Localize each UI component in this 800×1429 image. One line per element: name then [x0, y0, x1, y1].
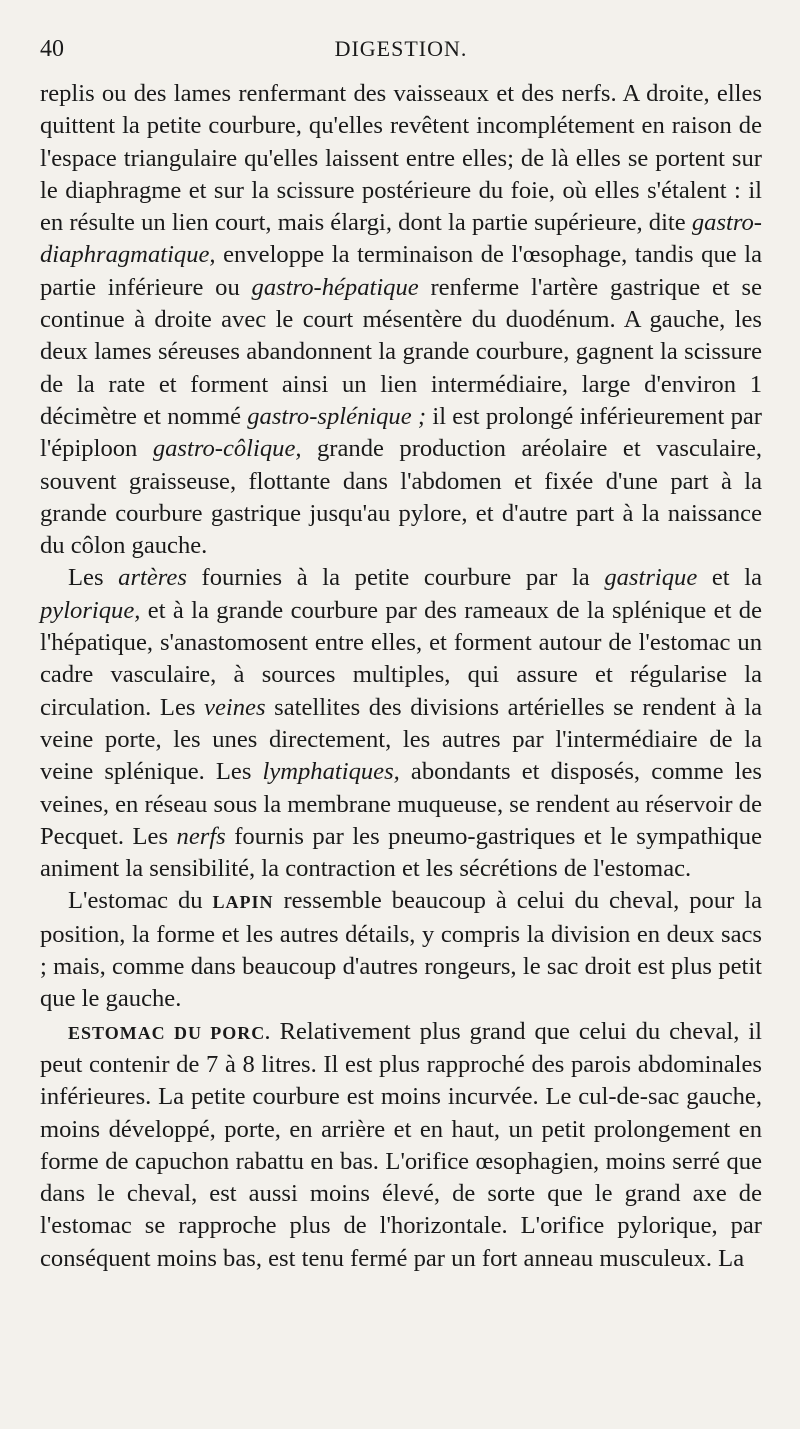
italic-term: lymphatiques, — [262, 758, 400, 786]
small-caps-term: LAPIN — [212, 892, 274, 913]
text-run: Les — [68, 564, 119, 592]
text-run: fournies à la petite courbure par la — [186, 564, 605, 592]
italic-term: gastro-diaphragmatique, — [40, 209, 762, 269]
text-run: abondants et disposés, comme les veines, en réseau sous la membrane muqueuse, se rendent au réservoir de Pecquet. Les — [40, 758, 763, 850]
text-run: replis ou des lames renfermant des vaisseaux et des nerfs. A droite, elles quittent la petite courbure, qu'elles revêtent incomplétement en raison de l'espace triangulaire qu'elles laissent entre elles; de là elles se portent sur le diaphragme et sur la scissure postérieure du foie, où elles s'étalent : il en résulte un lien court, mais élargi, dont la partie supérieure, dite — [40, 80, 762, 237]
text-run: Relativement plus grand que celui du cheval, il peut contenir de 7 à 8 litres. Il est plus rapproché des parois abdominales inférieures. La petite courbure est moins incurvée. Le cul-de-sac gauche, moins développé, porte, en arrière et en haut, un petit prolongement en forme de capuchon rabattu en bas. L'orifice œsophagien, moins serré que dans le cheval, est aussi moins élevé, de sorte que le grand axe de l'estomac se rapproche plus de l'horizontale. L'orifice pylorique, par conséquent moins bas, est tenu fermé par un fort anneau musculeux. La — [40, 1017, 762, 1272]
paragraph-p4 — [40, 1016, 762, 1275]
text-run: L'estomac du — [68, 887, 213, 915]
paragraph-p3 — [40, 885, 762, 1015]
italic-term: gastro-splénique ; — [247, 402, 427, 430]
text-run: renferme l'artère gastrique et se continue à droite avec le court mésentère du duodénum. A gauche, les deux lames séreuses abandonnent la grande courbure, gagnent la scissure de la rate et forment ainsi un lien intermédiaire, large d'environ 1 décimètre et nommé — [40, 273, 762, 430]
text-run: il est prolongé inférieurement par l'épiploon — [40, 402, 762, 463]
text-run: et la — [697, 564, 762, 592]
text-run: et à la grande courbure par des rameaux de la splénique et de l'hépatique, s'anastomosent entre elles, et forment autour de l'estomac un cadre vasculaire, à sources multiples, qui assure et régularise la circulation. Les — [40, 596, 762, 721]
page-number: 40 — [40, 36, 64, 62]
text-run: ressemble beaucoup à celui du cheval, pour la position, la forme et les autres détails, y compris la division en deux sacs ; mais, comme dans beaucoup d'autres rongeurs, le sac droit est plus petit que le gauche. — [40, 887, 762, 1013]
small-caps-term: ESTOMAC DU PORC. — [68, 1022, 271, 1043]
italic-term: veines — [204, 693, 266, 721]
running-title: DIGESTION. — [334, 36, 468, 61]
italic-term: nerfs — [176, 822, 226, 850]
text-run: satellites des divisions artérielles se rendent à la veine porte, les unes directement, les autres par l'intermédiaire de la veine splénique. Les — [40, 693, 762, 786]
running-head — [40, 30, 762, 78]
text-run: grande production aréolaire et vasculaire, souvent graisseuse, flottante dans l'abdomen et fixée d'une part à la grande courbure gastrique jusqu'au pylore, et d'autre part à la naissance du côlon gauche. — [40, 435, 763, 560]
text-run: fournis par les pneumo-gastriques et le sympathique animent la sensibilité, la contraction et les sécrétions de l'estomac. — [40, 822, 762, 883]
italic-term: artères — [118, 564, 187, 592]
body-text — [40, 78, 762, 1275]
text-run: enveloppe la terminaison de l'œsophage, tandis que la partie inférieure ou — [40, 241, 762, 301]
paragraph-p1 — [40, 78, 762, 562]
italic-term: gastrique — [604, 564, 698, 592]
paragraph-p2 — [40, 562, 762, 885]
italic-term: gastro-côlique, — [152, 435, 302, 463]
italic-term: gastro-hépatique — [251, 273, 419, 301]
italic-term: pylorique, — [40, 596, 141, 624]
